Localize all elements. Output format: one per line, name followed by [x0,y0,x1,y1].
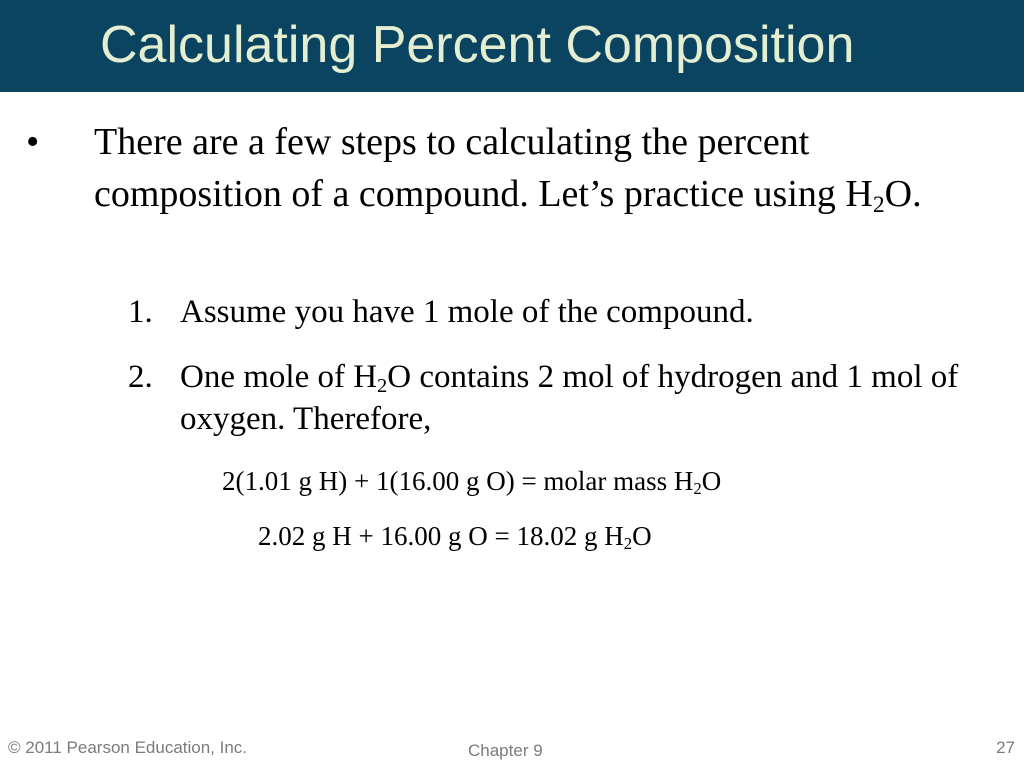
equation-text-part1: 2.02 g H + 16.00 g O = 18.02 g H [258,521,624,551]
equation-subscript: 2 [623,534,633,554]
step-text [180,356,990,440]
bullet-marker: • [26,121,40,163]
title-bar [0,0,1024,92]
equation-sum [258,518,652,554]
equation-subscript: 2 [693,479,702,499]
bullet-text-part2: s practice using H [599,173,873,215]
step-number: 2. [128,359,153,395]
bullet-apostrophe: ’ [588,173,600,215]
footer-page-number: 27 [996,738,1015,757]
equation-molar-mass [222,463,721,499]
bullet-text-part1: There are a few steps to calculating the percent composition of a compound. Let [94,121,810,215]
slide-title: Calculating Percent Composition [100,16,855,74]
bullet-subscript: 2 [872,191,885,218]
step-text-part2: O contains 2 mol of hydrogen and 1 mol of oxygen. Therefore, [180,359,959,437]
step-text-part1: One mole of H [180,359,378,395]
step-number: 1. [128,294,153,330]
equation-text-part1: 2(1.01 g H) + 1(16.00 g O) = molar mass H [222,466,694,496]
equation-text-part2: O [632,521,652,551]
bullet-text [94,116,994,220]
step-subscript: 2 [377,375,388,398]
bullet-text-part3: O. [884,173,922,215]
footer-chapter: Chapter 9 [468,741,543,760]
step-text: Assume you have 1 mole of the compound. [180,294,754,330]
footer-copyright: © 2011 Pearson Education, Inc. [8,738,248,757]
equation-text-part2: O [701,466,722,496]
